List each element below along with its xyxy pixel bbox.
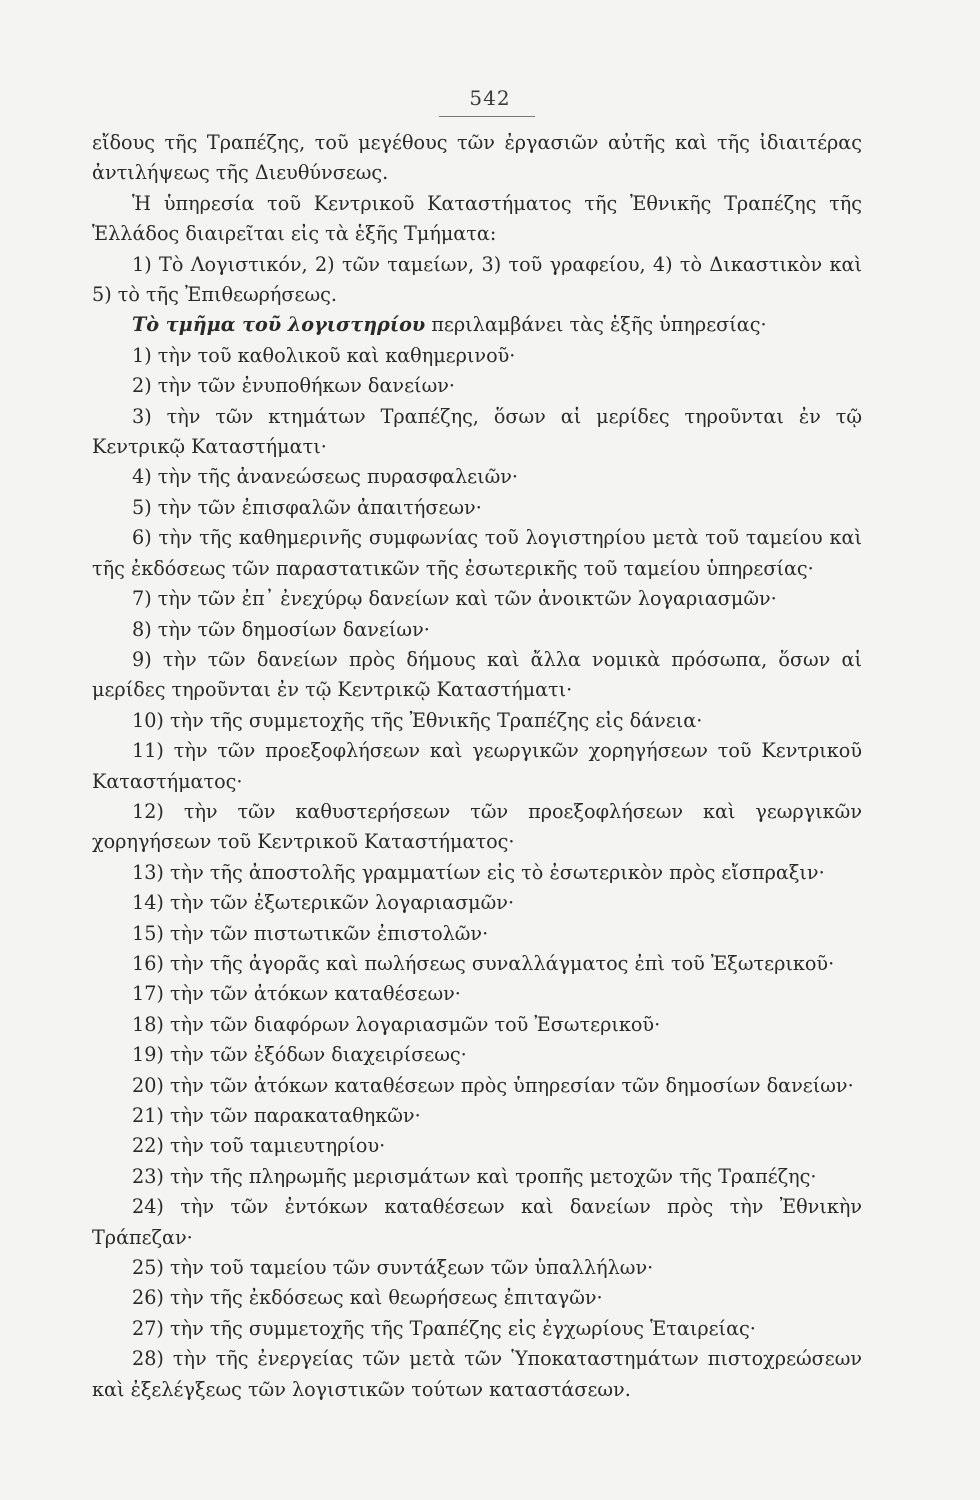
list-item: 22) τὴν τοῦ ταμιευτηρίου· bbox=[132, 1134, 386, 1158]
list-item: 24) τὴν τῶν ἐντόκων καταθέσεων καὶ δανείων πρὸς τὴν Ἐθνικὴν Τράπεζαν· bbox=[92, 1195, 862, 1249]
departments-list-paragraph: 1) Τὸ Λογιστικόν, 2) τῶν ταμείων, 3) τοῦ γραφείου, 4) τὸ Δικαστικὸν καὶ 5) τὸ τῆς Ἐπιθεωρήσεως. bbox=[92, 252, 862, 307]
list-item: 23) τὴν τῆς πληρωμῆς μερισμάτων καὶ τροπῆς μετοχῶν τῆς Τραπέζης· bbox=[132, 1164, 817, 1188]
list-item: 10) τὴν τῆς συμμετοχῆς τῆς Ἐθνικῆς Τραπέζης εἰς δάνεια· bbox=[132, 708, 703, 732]
list-item: 7) τὴν τῶν ἐπ᾽ ἐνεχύρῳ δανείων καὶ τῶν ἀνοικτῶν λογαριασμῶν· bbox=[132, 587, 777, 611]
list-item: 16) τὴν τῆς ἀγορᾶς καὶ πωλήσεως συναλλάγματος ἐπὶ τοῦ Ἐξωτερικοῦ· bbox=[132, 951, 835, 975]
list-item: 4) τὴν τῆς ἀνανεώσεως πυρασφαλειῶν· bbox=[132, 465, 519, 489]
list-item: 5) τὴν τῶν ἐπισφαλῶν ἀπαιτήσεων· bbox=[132, 495, 482, 519]
section-heading: Τὸ τμῆμα τοῦ λογιστηρίου bbox=[132, 313, 426, 337]
list-item: 25) τὴν τοῦ ταμείου τῶν συντάξεων τῶν ὑπαλλήλων· bbox=[132, 1256, 654, 1280]
page-number-rule bbox=[439, 116, 535, 117]
list-item: 3) τὴν τῶν κτημάτων Τραπέζης, ὅσων αἱ μερίδες τηροῦνται ἐν τῷ Κεντρικῷ Καταστήματι· bbox=[92, 404, 862, 459]
list-item: 9) τὴν τῶν δανείων πρὸς δήμους καὶ ἄλλα νομικὰ πρόσωπα, ὅσων αἱ μερίδες τηροῦνται ἐν τῷ Κεντρικῷ Καταστήματι· bbox=[92, 647, 862, 702]
section-lead: περιλαμβάνει τὰς ἑξῆς ὑπηρεσίας· bbox=[425, 313, 767, 337]
list-item: 15) τὴν τῶν πιστωτικῶν ἐπιστολῶν· bbox=[132, 921, 489, 945]
list-item: 2) τὴν τῶν ἐνυποθήκων δανείων· bbox=[132, 374, 455, 398]
list-item: 12) τὴν τῶν καθυστερήσεων τῶν προεξοφλήσεων καὶ γεωργικῶν χορηγήσεων τοῦ Κεντρικοῦ Καταστήματος· bbox=[92, 799, 862, 854]
list-item: 18) τὴν τῶν διαφόρων λογαριασμῶν τοῦ Ἐσωτερικοῦ· bbox=[132, 1012, 661, 1036]
departments-intro-paragraph: Ἡ ὑπηρεσία τοῦ Κεντρικοῦ Καταστήματος τῆς Ἐθνικῆς Τραπέζης τῆς Ἑλλάδος διαιρεῖται εἰς τὰ ἑξῆς Τμήματα: bbox=[92, 191, 862, 246]
list-item: 21) τὴν τῶν παρακαταθηκῶν· bbox=[132, 1104, 421, 1127]
list-item: 28) τὴν τῆς ἐνεργείας τῶν μετὰ τῶν Ὑποκαταστημάτων πιστοχρεώσεων καὶ ἐξελέγξεως τῶν λογιστικῶν τούτων καταστάσεων. bbox=[92, 1347, 862, 1401]
list-item: 19) τὴν τῶν ἐξόδων διαχειρίσεως· bbox=[132, 1043, 467, 1067]
list-item: 11) τὴν τῶν προεξοφλήσεων καὶ γεωργικῶν χορηγήσεων τοῦ Κεντρικοῦ Καταστήματος· bbox=[92, 739, 862, 793]
section-paragraph bbox=[92, 310, 862, 340]
list-item: 13) τὴν τῆς ἀποστολῆς γραμματίων εἰς τὸ ἐσωτερικὸν πρὸς εἴσπραξιν· bbox=[132, 860, 825, 884]
list-item: 1) τὴν τοῦ καθολικοῦ καὶ καθημερινοῦ· bbox=[132, 343, 516, 367]
page-body bbox=[92, 128, 862, 1405]
list-item: 20) τὴν τῶν ἀτόκων καταθέσεων πρὸς ὑπηρεσίαν τῶν δημοσίων δανείων· bbox=[132, 1073, 854, 1097]
list-item: 17) τὴν τῶν ἀτόκων καταθέσεων· bbox=[132, 982, 461, 1006]
list-item: 8) τὴν τῶν δημοσίων δανείων· bbox=[132, 617, 430, 641]
list-item: 27) τὴν τῆς συμμετοχῆς τῆς Τραπέζης εἰς ἐγχωρίους Ἑταιρείας· bbox=[132, 1316, 756, 1340]
page-number: 542 bbox=[469, 86, 511, 110]
list-item: 14) τὴν τῶν ἐξωτερικῶν λογαριασμῶν· bbox=[132, 891, 515, 915]
list-item: 26) τὴν τῆς ἐκδόσεως καὶ θεωρήσεως ἐπιταγῶν· bbox=[132, 1286, 603, 1310]
list-item: 6) τὴν τῆς καθημερινῆς συμφωνίας τοῦ λογιστηρίου μετὰ τοῦ ταμείου καὶ τῆς ἐκδόσεως τῶν παραστατικῶν τῆς ἐσωτερικῆς τοῦ ταμείου ὑπηρεσίας· bbox=[92, 526, 862, 580]
continuation-paragraph: εἴδους τῆς Τραπέζης, τοῦ μεγέθους τῶν ἐργασιῶν αὐτῆς καὶ τῆς ἰδιαιτέρας ἀντιλήψεως τῆς Διευθύνσεως. bbox=[92, 131, 862, 185]
